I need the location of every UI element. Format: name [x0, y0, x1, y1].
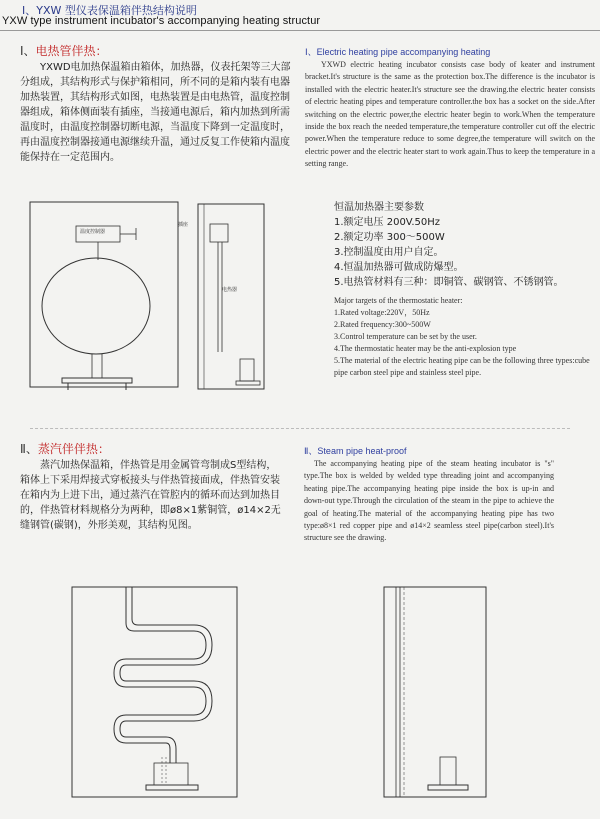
- params-title-cn: 恒温加热器主要参数: [334, 202, 424, 213]
- section1-heading-cn: [20, 42, 108, 59]
- header-title-cn: Ⅰ、YXW 型仪表保温箱伴热结构说明: [22, 4, 197, 17]
- params-item-cn: 1.额定电压 200V.50Hz: [334, 217, 441, 228]
- section2-heading-num: Ⅱ、: [20, 442, 38, 456]
- section2-body-en: The accompanying heating pipe of the steam heating incubator is "s" type.The box is welded by welded type threading joint and accompanying heating pipe.The accompanying heating pipe inside the box is up-in and down-out type.Through the circulation of the steam in the pipe to achieve the goal of heating.The material of the accompanying heating pipe has two type:ø8×1 red copper pipe and ø14×2 seamless steel pipe(carbon steel).It's structure see the drawing.: [304, 459, 554, 543]
- steam-pipe-side-view-drawing: [382, 585, 492, 805]
- heater-label: 电热器: [222, 287, 238, 293]
- section1-body-cn: YXWD电加热保温箱由箱体，加热器，仪表托架等三大部分组成，其结构形式与保护箱相同，所不同的是箱内装有电器加热装置，其结构形式如图，电热装置是由电热管，温度控制器组成，箱体侧面装有插座，当接通电源后，箱内加热到所需温度时，由温度控制器切断电源，当温度下降到一定温度时，再由温度控制器接通电源继续升温，通过反复工作使箱内温度能保持在一定范围内。: [20, 62, 291, 163]
- params-item-cn: 2.额定功率 300～500W: [334, 232, 445, 243]
- heater-front-view-drawing: [28, 200, 188, 410]
- section1-heading-num: Ⅰ、: [20, 44, 36, 58]
- steam-pipe-front-view-drawing: [70, 585, 250, 805]
- section2-heading-text: 蒸汽伴伴热：: [37, 442, 110, 456]
- section2-heading-en: Ⅱ、Steam pipe heat-proof: [304, 446, 407, 456]
- section-divider: [30, 428, 570, 429]
- params-item-cn: 4.恒温加热器可做成防爆型。: [334, 262, 464, 273]
- socket-label: 插座: [178, 222, 189, 228]
- section1-body-en: YXWD electric heating incubator consists case body of keater and instrument bracket.It's structure is the same as the protection box.The difference is the incubator is installed with the electric heater.It's structure see the drawing.the electric heater consists of electric heating pipes and temperature controller.the box has a socket on the side.After switching on the electric power,the electric heater begin to work.When the temperature inside the box reach the needed temperature,the temperature controller cut off the electric power.When the temperature reduce to some degree,the temperature will switch on the electric power and the electric heater start to work again.Thus to keep the temperature in a setting range.: [305, 60, 595, 169]
- controller-label: 温度控制器: [80, 229, 106, 235]
- section2-heading-cn: [20, 440, 110, 457]
- section1-heading-en: Ⅰ、Electric heating pipe accompanying heating: [305, 47, 491, 57]
- params-item-en: 1.Rated voltage:220V，50Hz: [334, 308, 430, 317]
- section2-body-cn: 蒸汽加热保温箱，伴热管是用金属管弯制成S型结构，箱体上下采用焊接式穿板接头与伴热管接面成，伴热管安装在箱内为上进下出，通过蒸汽在管腔内的循环而达到加热目的，伴热管材料规格分为两种，即ø8×1紫铜管，ø14×2无缝钢管(碳钢)，外形美观，其结构见图。: [20, 460, 281, 531]
- header-title-en: YXW type instrument incubator's accompanying heating structur: [2, 15, 321, 27]
- params-item-en: 3.Control temperature can be set by the user.: [334, 332, 477, 341]
- params-item-en: 5.The material of the electric heating pipe can be the following three types:cube pipe carbon steel pipe and stainless steel pipe.: [334, 356, 590, 377]
- params-block-en: [334, 295, 596, 379]
- header-divider: [0, 30, 600, 31]
- heater-side-view-drawing: [196, 204, 276, 404]
- section1-heading-text: 电热管伴热：: [35, 44, 108, 58]
- params-item-en: 2.Rated frequency:300~500W: [334, 320, 431, 329]
- params-item-en: 4.The thermostatic heater may be the anti-explosion type: [334, 344, 517, 353]
- params-block-cn: [334, 200, 594, 290]
- params-item-cn: 5.电热管材料有三种：即铜管、碳钢管、不锈钢管。: [334, 277, 564, 288]
- params-item-cn: 3.控制温度由用户自定。: [334, 247, 444, 258]
- params-title-en: Major targets of the thermostatic heater:: [334, 296, 463, 305]
